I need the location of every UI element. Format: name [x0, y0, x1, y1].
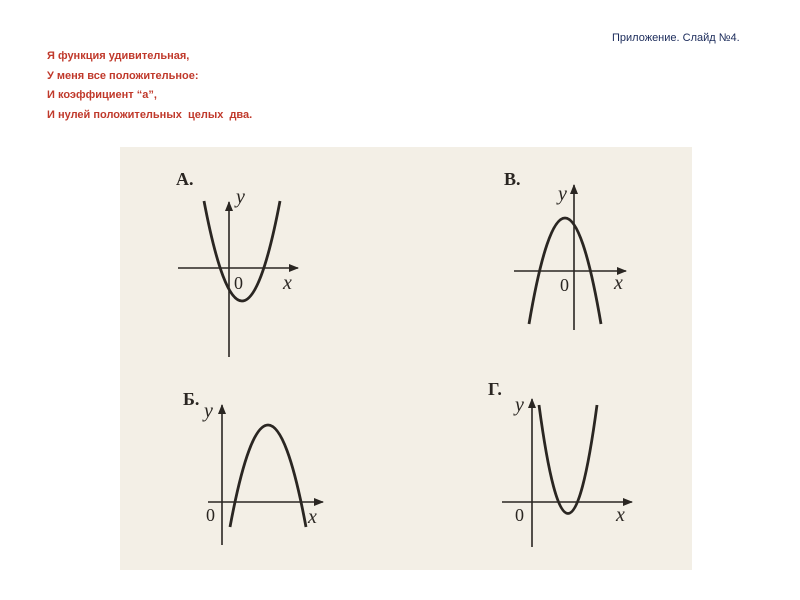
origin-label: 0 — [560, 275, 569, 295]
panel-g — [488, 379, 632, 547]
y-axis-label: y — [515, 394, 524, 416]
origin-label: 0 — [234, 273, 243, 293]
panel-a — [176, 169, 298, 357]
y-axis-label: y — [204, 400, 213, 422]
panel-label: Г. — [488, 379, 502, 399]
panel-b — [183, 389, 323, 545]
panel-label: Б. — [183, 389, 200, 409]
x-axis-label: x — [616, 504, 625, 526]
poem-line: И коэффициент “а”, — [47, 89, 157, 101]
poem-line: У меня все положительное: — [47, 69, 199, 82]
parabola-curve — [230, 425, 306, 527]
parabola-curve — [539, 405, 597, 514]
slide-label: Приложение. Слайд №4. — [612, 32, 740, 44]
graphs-svg — [120, 147, 692, 570]
x-axis-label: x — [283, 272, 292, 294]
poem — [47, 47, 252, 125]
panel-label: В. — [504, 169, 521, 189]
x-axis-label: x — [614, 272, 623, 294]
poem-line: И нулей положительных целых два. — [47, 108, 253, 121]
y-axis-label: y — [236, 186, 245, 208]
y-axis-label: y — [558, 183, 567, 205]
parabola-graphs-figure — [120, 147, 692, 570]
x-axis-label: x — [308, 506, 317, 528]
panel-v — [504, 169, 626, 330]
panel-label: А. — [176, 169, 194, 189]
origin-label: 0 — [515, 505, 524, 525]
poem-line: Я функция удивительная, — [47, 50, 190, 62]
origin-label: 0 — [206, 505, 215, 525]
